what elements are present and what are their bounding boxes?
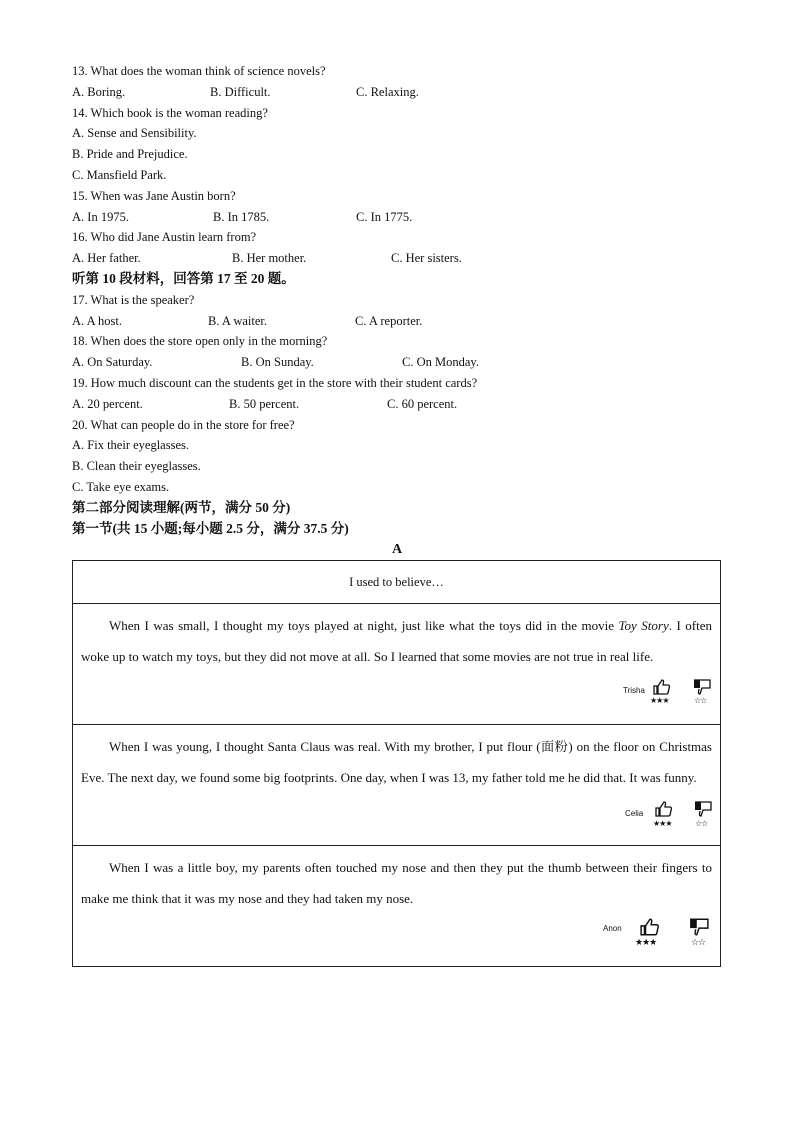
movie-title: Toy Story xyxy=(618,618,669,633)
thumbs-down-icon[interactable] xyxy=(694,801,712,817)
post-text: When I was a little boy, my parents often touched my nose and then they put the thumb between their fingers to make me think that it was my nose and they had taken my nose. xyxy=(81,860,712,906)
option-c: C. In 1775. xyxy=(356,210,413,224)
question-19: 19. How much discount can the students get in the store with their student cards? xyxy=(72,376,478,390)
option-c: C. Take eye exams. xyxy=(72,480,170,494)
post-text: When I was small, I thought my toys played at night, just like what the toys did in the movie Toy Story. I often woke up to watch my toys, but they did not move at all. So I learned that some movies are not true in real life. xyxy=(81,618,713,664)
option-b: B. 50 percent. xyxy=(229,397,300,411)
passage-title: I used to believe… xyxy=(73,561,721,604)
part2-subtitle: 第一节(共 15 小题;每小题 2.5 分，满分 37.5 分) xyxy=(72,521,349,536)
post-trisha xyxy=(73,604,721,725)
passage-box xyxy=(72,560,721,967)
post-text: When I was young, I thought Santa Claus was real. With my brother, I put flour (面粉) on the floor on Christmas Eve. The next day, we found some big footprints. One day, when I was 13, my father told me he did that. It was funny. xyxy=(81,739,712,785)
question-13: 13. What does the woman think of science novels? xyxy=(72,64,326,78)
question-16: 16. Who did Jane Austin learn from? xyxy=(72,230,257,244)
option-a: A. Sense and Sensibility. xyxy=(72,126,197,140)
option-a: A. On Saturday. xyxy=(72,355,153,369)
option-b: B. Pride and Prejudice. xyxy=(72,147,188,161)
option-c: C. Mansfield Park. xyxy=(72,168,167,182)
author-name: Celia xyxy=(625,809,644,818)
up-stars: ★★★ xyxy=(653,819,672,828)
option-b: B. Difficult. xyxy=(210,85,271,99)
up-stars: ★★★ xyxy=(650,696,669,705)
option-a: A. In 1975. xyxy=(72,210,129,224)
option-b: B. Clean their eyeglasses. xyxy=(72,459,201,473)
rating-row xyxy=(73,914,720,966)
part2-title: 第二部分阅读理解(两节，满分 50 分) xyxy=(72,500,291,515)
post-anon xyxy=(73,846,721,967)
option-c: C. On Monday. xyxy=(402,355,479,369)
author-name: Trisha xyxy=(623,686,645,695)
option-b: B. Her mother. xyxy=(232,251,307,265)
option-a: A. A host. xyxy=(72,314,123,328)
thumbs-up-icon[interactable] xyxy=(640,918,660,936)
option-a: A. Boring. xyxy=(72,85,126,99)
option-a: A. Her father. xyxy=(72,251,141,265)
question-14: 14. Which book is the woman reading? xyxy=(72,106,268,120)
section-heading: 听第 10 段材料，回答第 17 至 20 题。 xyxy=(72,271,295,286)
down-stars: ☆☆ xyxy=(695,819,708,828)
option-c: C. 60 percent. xyxy=(387,397,458,411)
passage-letter: A xyxy=(391,542,403,557)
option-a: A. Fix their eyeglasses. xyxy=(72,438,189,452)
down-stars: ☆☆ xyxy=(694,696,707,705)
option-b: B. A waiter. xyxy=(208,314,268,328)
question-15: 15. When was Jane Austin born? xyxy=(72,189,236,203)
question-17: 17. What is the speaker? xyxy=(72,293,195,307)
thumbs-up-icon[interactable] xyxy=(655,801,673,817)
author-name: Anon xyxy=(603,924,622,933)
option-c: C. Her sisters. xyxy=(391,251,462,265)
question-18: 18. When does the store open only in the morning? xyxy=(72,334,328,348)
option-c: C. A reporter. xyxy=(355,314,423,328)
thumbs-down-icon[interactable] xyxy=(693,679,711,695)
post-celia xyxy=(73,725,721,846)
option-c: C. Relaxing. xyxy=(356,85,419,99)
rating-row xyxy=(73,672,720,724)
thumbs-down-icon[interactable] xyxy=(689,918,709,936)
option-a: A. 20 percent. xyxy=(72,397,143,411)
thumbs-up-icon[interactable] xyxy=(653,679,671,695)
down-stars: ☆☆ xyxy=(691,938,706,948)
question-20: 20. What can people do in the store for free? xyxy=(72,418,295,432)
up-stars: ★★★ xyxy=(635,938,657,948)
rating-row xyxy=(73,793,720,845)
option-b: B. In 1785. xyxy=(213,210,270,224)
option-b: B. On Sunday. xyxy=(241,355,314,369)
